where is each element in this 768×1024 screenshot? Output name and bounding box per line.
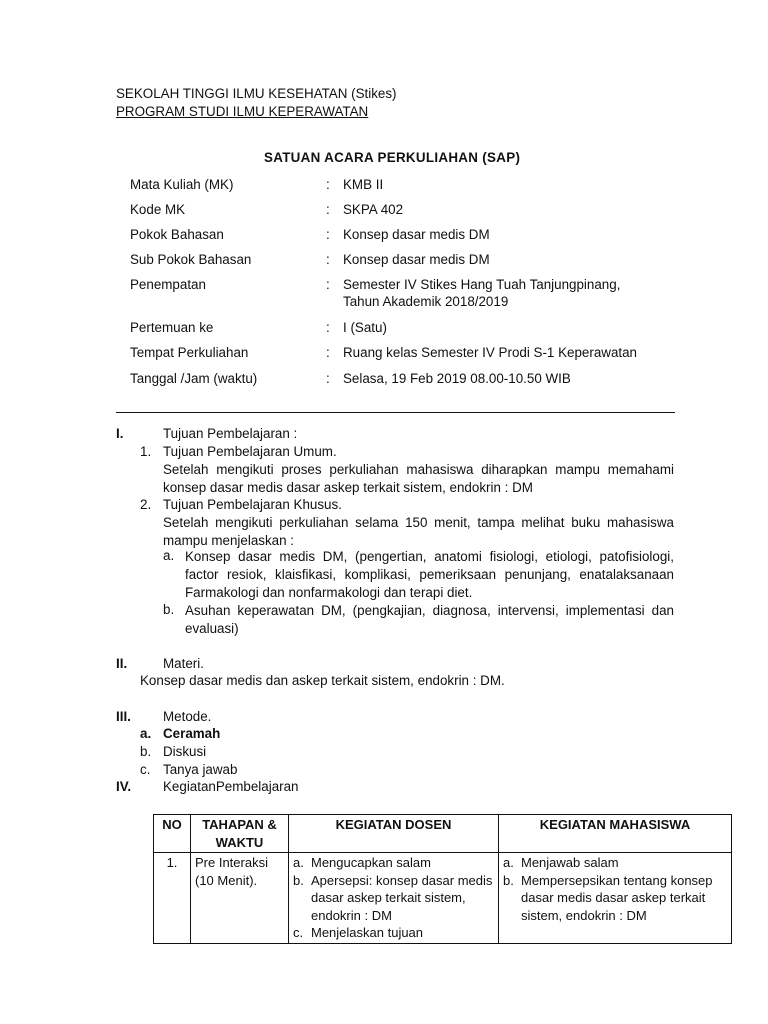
info-value: Selasa, 19 Feb 2019 08.00-10.50 WIB [343, 371, 571, 386]
list-number: 2. [140, 497, 152, 512]
subsection-title: Tujuan Pembelajaran Umum. [163, 444, 337, 459]
info-value-line2: Tahun Akademik 2018/2019 [343, 294, 509, 309]
activity-table [153, 814, 732, 944]
info-value: Ruang kelas Semester IV Prodi S-1 Keperawatan [343, 345, 638, 360]
info-sep: : [326, 252, 330, 267]
info-label: Tanggal /Jam (waktu) [130, 371, 258, 386]
section-title: Metode. [163, 709, 212, 724]
header-dosen: KEGIATAN DOSEN [289, 815, 499, 853]
list-marker: a. [140, 726, 152, 741]
info-sep: : [326, 345, 330, 360]
cell-no: 1. [154, 853, 191, 944]
header-no: NO [154, 815, 191, 853]
table-header-row [154, 815, 732, 853]
section-number: IV. [116, 779, 132, 794]
section-number: I. [116, 426, 124, 441]
paragraph: Setelah mengikuti proses perkuliahan mahasiswa diharapkan mampu memahami konsep dasar medis dasar askep terkait sistem, endokrin : DM [163, 462, 674, 495]
list-item [503, 854, 727, 872]
header-tahapan: TAHAPAN & WAKTU [191, 815, 289, 853]
list-marker: c. [140, 762, 151, 777]
list-marker: c. [293, 925, 304, 940]
table-row [154, 853, 732, 944]
info-sep: : [326, 202, 330, 217]
info-label: Penempatan [130, 277, 206, 292]
list-text: Apersepsi: konsep dasar medis dasar askep terkait sistem, endokrin : DM [311, 872, 493, 923]
list-marker: b. [140, 744, 152, 759]
list-text: Menjawab salam [521, 855, 619, 870]
section-number: II. [116, 656, 128, 671]
list-item: Konsep dasar medis DM, (pengertian, anatomi fisiologi, etiologi, patofisiologi, factor resiok, klaisfikasi, komplikasi, pemeriksaan penunjang, enatalaksanaan Farmakologi dan nonfarmakologi dan terapi diet. [185, 549, 674, 600]
list-text: Menjelaskan tujuan [311, 925, 424, 940]
info-sep: : [326, 227, 330, 242]
list-item [293, 872, 494, 925]
horizontal-rule [116, 412, 675, 413]
section-title: Tujuan Pembelajaran : [163, 426, 298, 441]
paragraph: Konsep dasar medis dan askep terkait sistem, endokrin : DM. [140, 673, 505, 688]
cell-mahasiswa [499, 853, 732, 944]
info-value: I (Satu) [343, 320, 387, 335]
list-text: Mengucapkan salam [311, 855, 431, 870]
info-label: Mata Kuliah (MK) [130, 177, 234, 192]
list-marker: b. [503, 872, 514, 888]
list-item [293, 924, 494, 942]
institution-name: SEKOLAH TINGGI ILMU KESEHATAN (Stikes) [116, 86, 397, 101]
info-value: Konsep dasar medis DM [343, 227, 490, 242]
info-value: SKPA 402 [343, 202, 404, 217]
paragraph: Setelah mengikuti perkuliahan selama 150 menit, tampa melihat buku mahasiswa mampu menjelaskan : [163, 515, 674, 548]
list-item: Diskusi [163, 744, 207, 759]
info-value: Semester IV Stikes Hang Tuah Tanjungpinang, [343, 277, 621, 292]
info-label: Pokok Bahasan [130, 227, 224, 242]
subsection-title: Tujuan Pembelajaran Khusus. [163, 497, 342, 512]
info-label: Sub Pokok Bahasan [130, 252, 252, 267]
document-title: SATUAN ACARA PERKULIAHAN (SAP) [264, 150, 521, 165]
cell-tahapan: Pre Interaksi (10 Menit). [191, 853, 289, 944]
list-item [503, 872, 727, 925]
info-sep: : [326, 177, 330, 192]
list-marker: a. [503, 855, 514, 870]
info-sep: : [326, 277, 330, 292]
info-label: Kode MK [130, 202, 186, 217]
list-marker: b. [293, 872, 304, 888]
section-title: Materi. [163, 656, 204, 671]
info-value: Konsep dasar medis DM [343, 252, 490, 267]
info-label: Pertemuan ke [130, 320, 214, 335]
list-item: Ceramah [163, 726, 221, 741]
list-marker: a. [163, 548, 175, 563]
list-item: Tanya jawab [163, 762, 238, 777]
info-value: KMB II [343, 177, 384, 192]
program-name: PROGRAM STUDI ILMU KEPERAWATAN [116, 104, 369, 119]
section-number: III. [116, 709, 131, 724]
list-number: 1. [140, 444, 152, 459]
list-item [293, 854, 494, 872]
header-mahasiswa: KEGIATAN MAHASISWA [499, 815, 732, 853]
list-marker: a. [293, 855, 304, 870]
info-label: Tempat Perkuliahan [130, 345, 249, 360]
cell-dosen [289, 853, 499, 944]
list-text: Mempersepsikan tentang konsep dasar medis dasar askep terkait sistem, endokrin : DM [521, 872, 713, 923]
info-sep: : [326, 320, 330, 335]
section-title: KegiatanPembelajaran [163, 779, 299, 794]
list-item: Asuhan keperawatan DM, (pengkajian, diagnosa, intervensi, implementasi dan evaluasi) [185, 603, 674, 636]
info-sep: : [326, 371, 330, 386]
list-marker: b. [163, 602, 175, 617]
